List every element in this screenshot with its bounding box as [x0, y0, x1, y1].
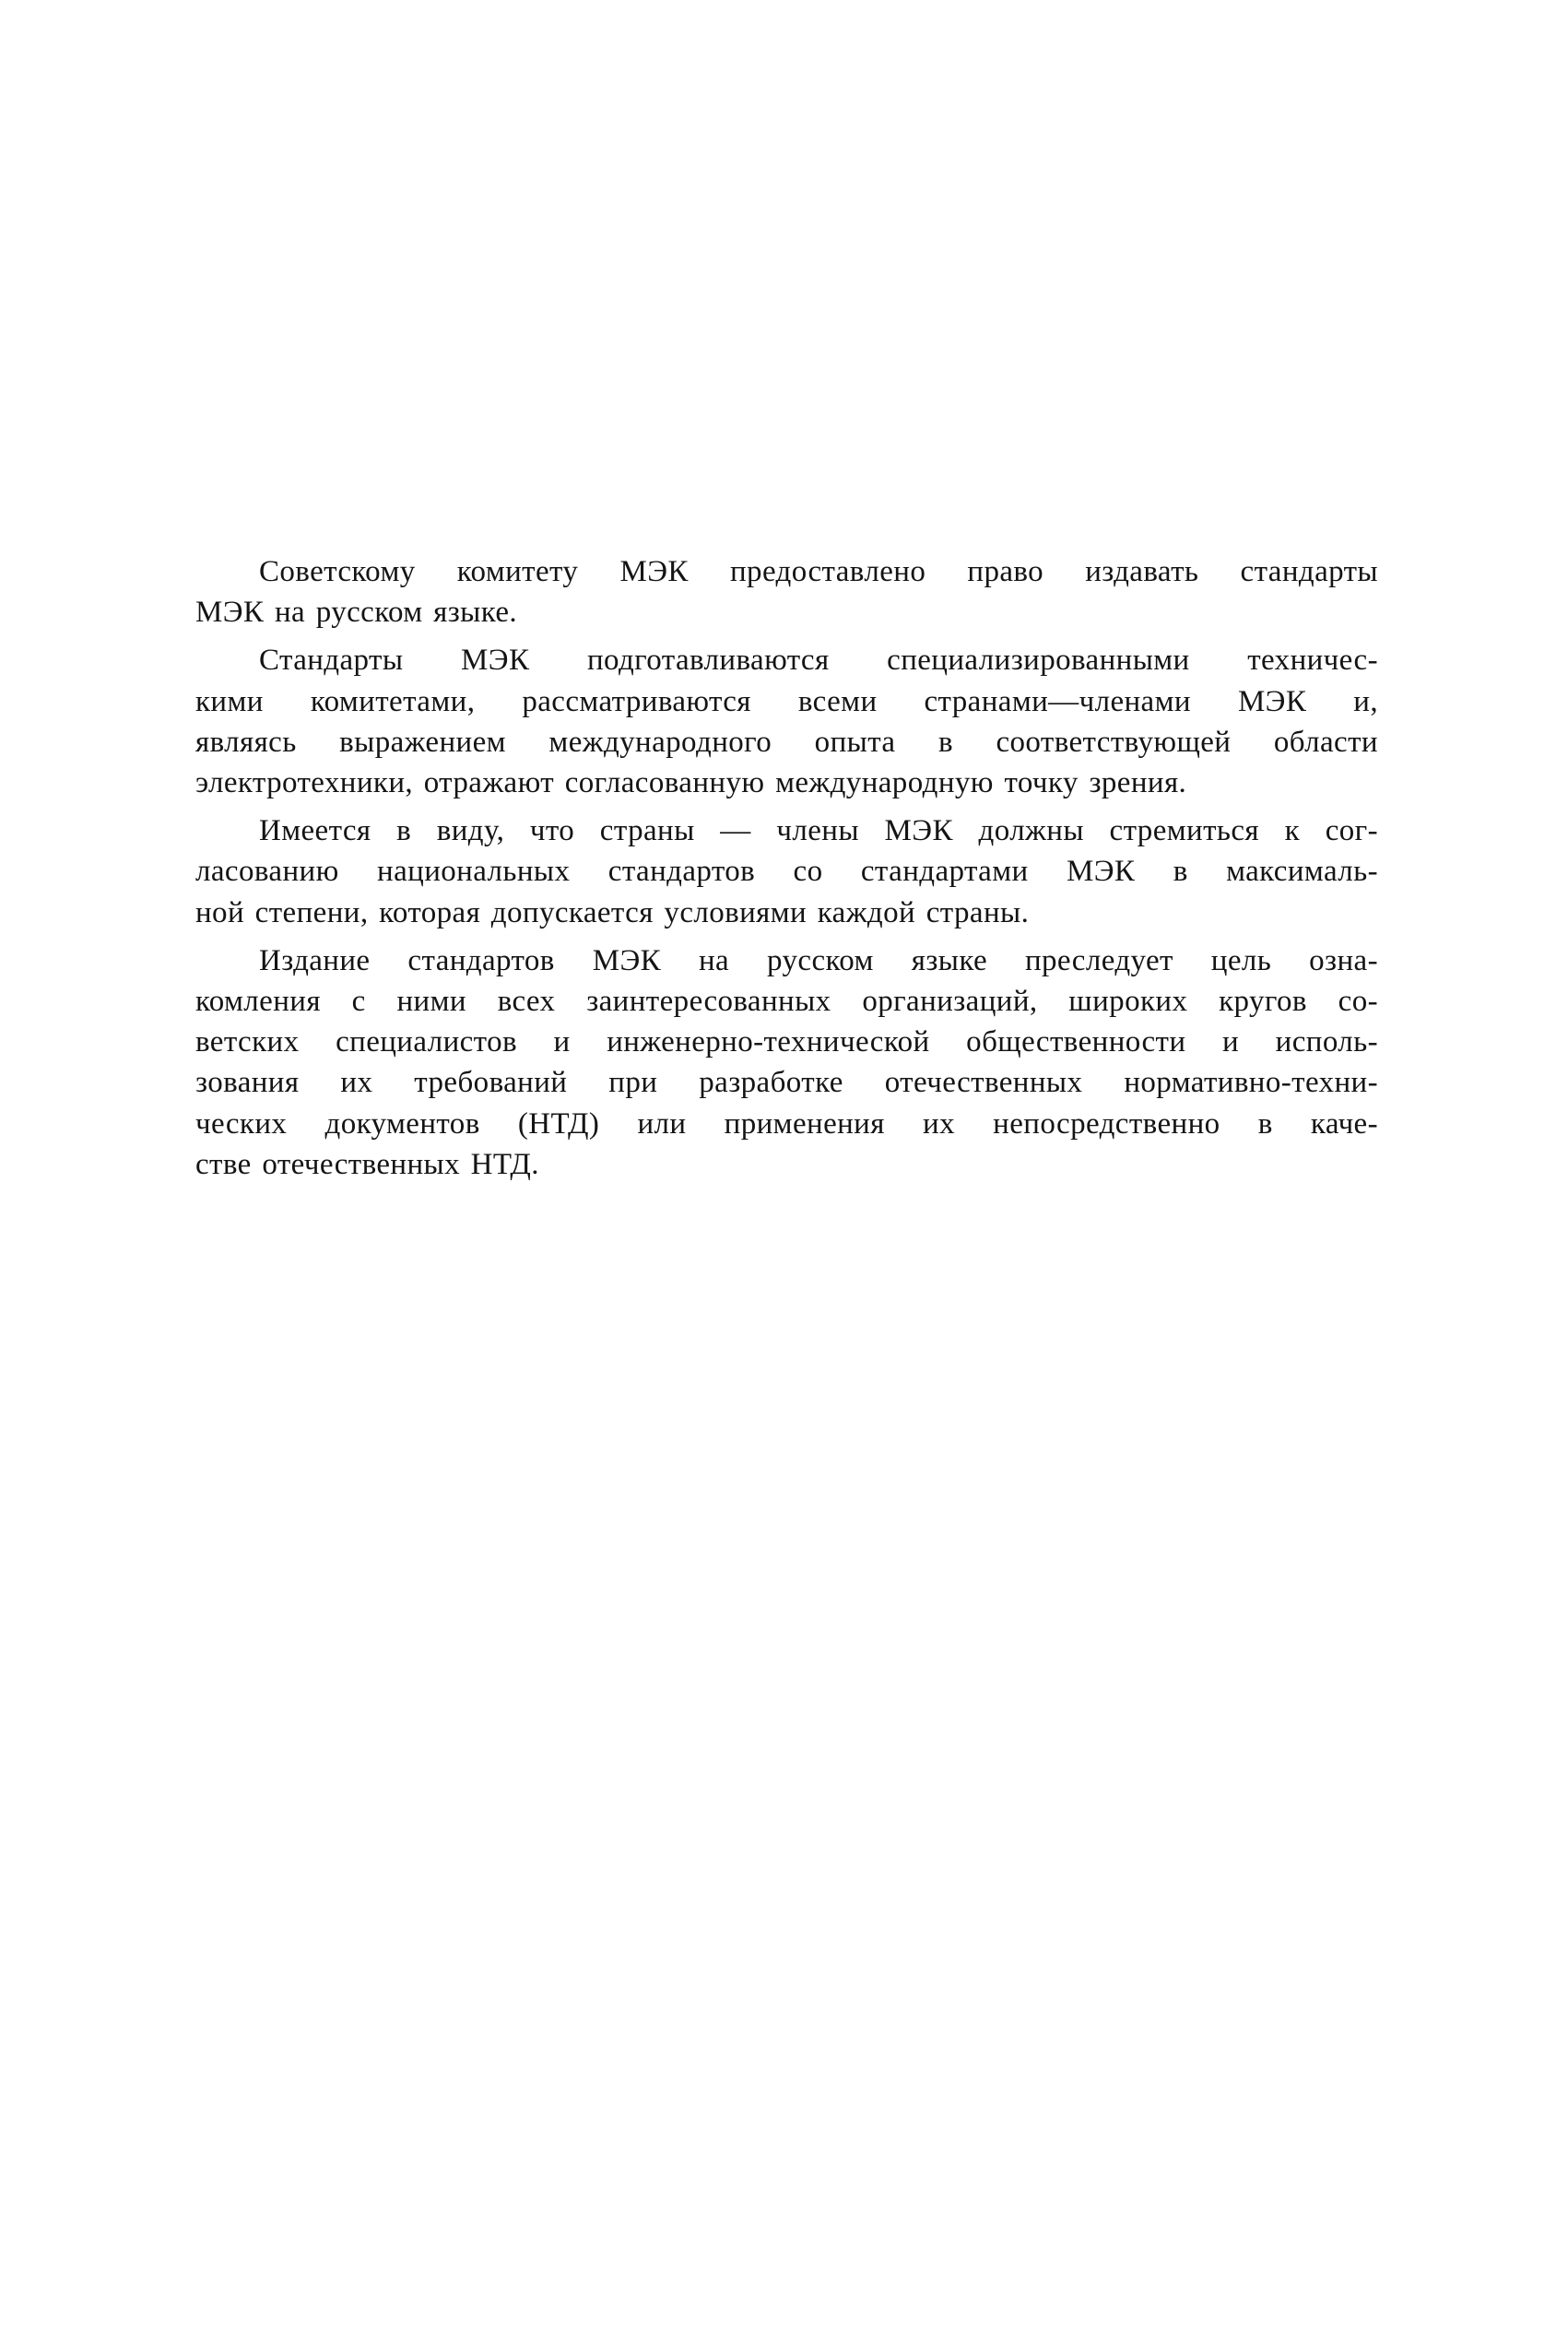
text-line: ласованию национальных стандартов со стандартами МЭК в максималь- [195, 855, 1378, 889]
text-line: Имеется в виду, что страны — члены МЭК должны стремиться к сог- [259, 814, 1378, 848]
paragraph-2 [195, 640, 1378, 803]
text-line: зования их требований при разработке отечественных нормативно-техни- [195, 1066, 1378, 1100]
text-line: кими комитетами, рассматриваются всеми странами—членами МЭК и, [195, 684, 1378, 718]
text-line: Издание стандартов МЭК на русском языке преследует цель озна- [259, 943, 1378, 977]
text-line: ной степени, которая допускается условиями каждой страны. [195, 895, 1030, 929]
text-line: Стандарты МЭК подготавливаются специализированными техничес- [259, 644, 1378, 678]
preface-text [195, 551, 1378, 1185]
text-line: МЭК на русском языке. [195, 596, 518, 630]
text-line: стве отечественных НТД. [195, 1147, 539, 1181]
text-line: электротехники, отражают согласованную международную точку зрения. [195, 766, 1187, 800]
text-line: Советскому комитету МЭК предоставлено право издавать стандарты [259, 555, 1378, 588]
text-line: являясь выражением международного опыта в соответствующей области [195, 725, 1378, 759]
text-line: комления с ними всех заинтересованных организаций, широких кругов со- [195, 985, 1378, 1019]
paragraph-1 [195, 551, 1378, 633]
text-line: ветских специалистов и инженерно-технической общественности и исполь- [195, 1025, 1378, 1059]
text-line: ческих документов (НТД) или применения их непосредственно в каче- [195, 1106, 1378, 1141]
paragraph-4 [195, 940, 1378, 1185]
paragraph-3 [195, 810, 1378, 933]
